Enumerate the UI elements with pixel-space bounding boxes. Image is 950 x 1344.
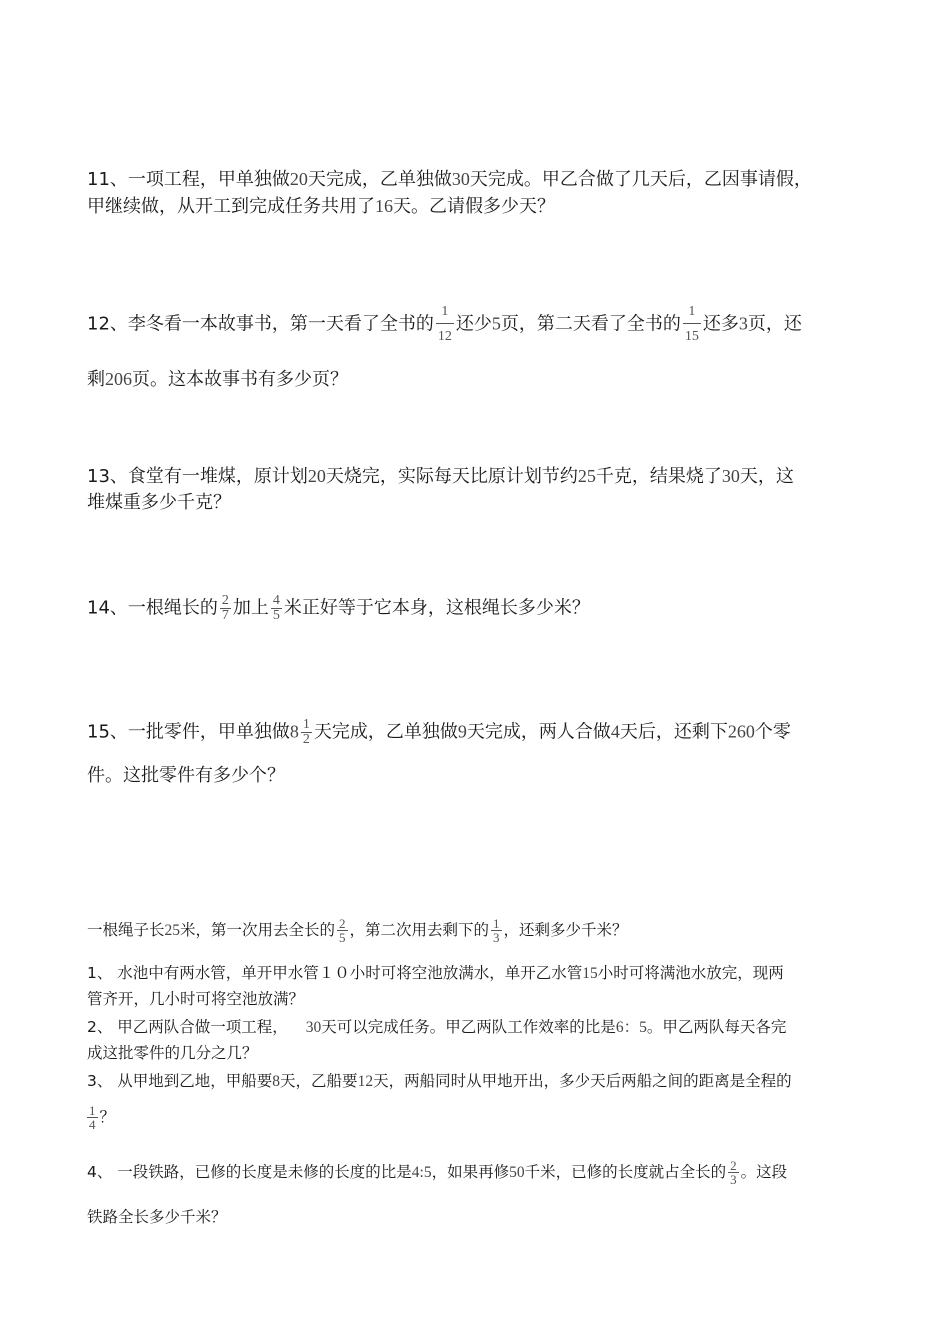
problem-2-line-1: 2、 甲乙两队合做一项工程， 30天可以完成任务。甲乙两队工作效率的比是6：5。甲乙两队每天各完 xyxy=(87,1018,787,1036)
problem-3-line-1: 3、 从甲地到乙地，甲船要8天，乙船要12天，两船同时从甲地开出，多少天后两船之间的距离是全程的 xyxy=(87,1072,792,1090)
fraction-2-5: $\frac{2}{5}$ xyxy=(339,916,346,945)
q13-line-2: 堆煤重多少千克？ xyxy=(87,492,231,513)
q12-line-1: 12、李冬看一本故事书，第一天看了全书的 $\frac{1}{12}$ 还少5页，第二天看了全书的 $\frac{1}{15}$ 还多3页，还 xyxy=(87,304,802,344)
q13-line-1: 13、食堂有一堆煤，原计划20天烧完，实际每天比原计划节约25千克，结果烧了30天，这 xyxy=(87,466,794,487)
q11-line-2: 甲继续做，从开工到完成任务共用了16天。乙请假多少天？ xyxy=(87,196,555,217)
fraction-2-3: $\frac{2}{3}$ xyxy=(730,1158,737,1187)
fraction-2-7: $\frac{2}{7}$ xyxy=(221,593,229,623)
rope-question: 一根绳子长25米，第一次用去全长的 $\frac{2}{5}$ ，第二次用去剩下的 $\frac{1}{3}$ ，还剩多少千米？ xyxy=(87,916,628,945)
fraction-1-12: $\frac{1}{12}$ xyxy=(437,304,452,344)
fraction-1-2: $\frac{1}{2}$ xyxy=(302,717,310,747)
fraction-1-15: $\frac{1}{15}$ xyxy=(684,304,699,344)
problem-4-line-2: 铁路全长多少千米？ xyxy=(87,1208,227,1226)
q12-line-2: 剩206页。这本故事书有多少页？ xyxy=(87,369,348,390)
q11-line-1: 11、一项工程，甲单独做20天完成，乙单独做30天完成。甲乙合做了几天后，乙因事请假， xyxy=(87,169,812,190)
q15-line-1: 15、一批零件，甲单独做8 $\frac{1}{2}$ 天完成，乙单独做9天完成，两人合做4天后，还剩下260个零 xyxy=(87,717,791,747)
problem-2-line-2: 成这批零件的几分之几？ xyxy=(87,1044,258,1062)
problem-1-line-2: 管齐开，几小时可将空池放满？ xyxy=(87,990,305,1008)
fraction-1-4: $\frac{1}{4}$ xyxy=(89,1103,96,1132)
problem-1-line-1: 1、 水池中有两水管，单开甲水管１０小时可将空池放满水，单开乙水管15小时可将满池水放完，现两 xyxy=(87,964,784,982)
problem-4-line-1: 4、 一段铁路，已修的长度是未修的长度的比是4:5，如果再修50千米，已修的长度就占全长的 $\frac{2}{3}$ 。这段 xyxy=(87,1158,788,1187)
fraction-1-3: $\frac{1}{3}$ xyxy=(493,916,500,945)
q15-line-2: 件。这批零件有多少个？ xyxy=(87,765,285,786)
q14-line-1: 14、一根绳长的 $\frac{2}{7}$ 加上 $\frac{4}{5}$ 米正好等于它本身，这根绳长多少米？ xyxy=(87,593,590,623)
problem-3-line-2: $\frac{1}{4}$ ？ xyxy=(89,1103,116,1132)
fraction-4-5: $\frac{4}{5}$ xyxy=(272,593,280,623)
